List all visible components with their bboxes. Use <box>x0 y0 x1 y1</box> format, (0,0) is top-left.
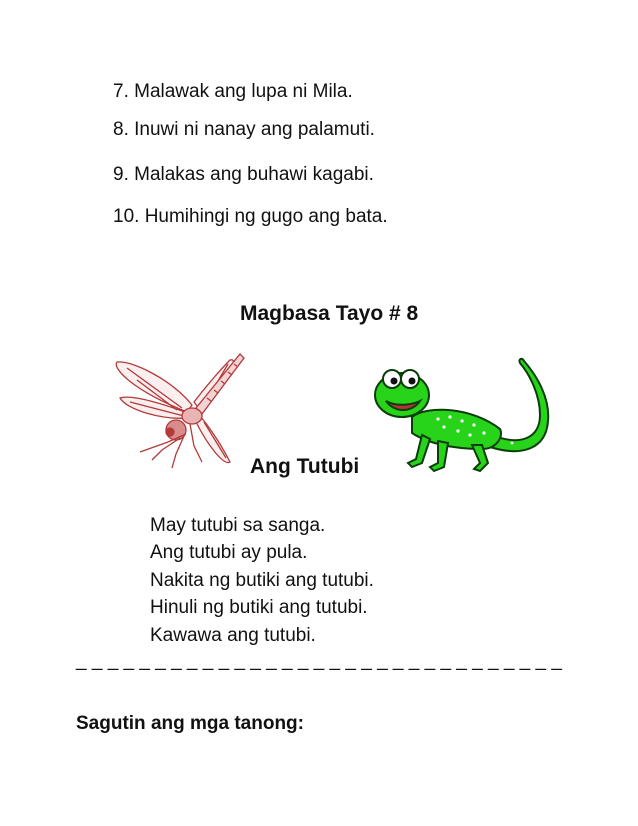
list-item-10: 10. Humihingi ng gugo ang bata. <box>113 206 388 227</box>
section-title: Magbasa Tayo # 8 <box>240 302 419 325</box>
list-item-7: 7. Malawak ang lupa ni Mila. <box>113 81 353 102</box>
list-item-8: 8. Inuwi ni nanay ang palamuti. <box>113 119 375 140</box>
story-line-2: Ang tutubi ay pula. <box>150 542 308 563</box>
story-line-5: Kawawa ang tutubi. <box>150 625 316 646</box>
questions-heading: Sagutin ang mga tanong: <box>76 713 304 734</box>
story-line-3: Nakita ng butiki ang tutubi. <box>150 570 374 591</box>
story-title: Ang Tutubi <box>250 455 360 478</box>
separator-line: _ _ _ _ _ _ _ _ _ _ _ _ _ _ _ _ _ _ _ _ _ _ _ _ _ _ _ _ _ _ _ <box>76 650 562 671</box>
list-item-9: 9. Malakas ang buhawi kagabi. <box>113 164 374 185</box>
lizard-icon <box>372 355 560 473</box>
dragonfly-icon <box>112 350 252 472</box>
story-line-4: Hinuli ng butiki ang tutubi. <box>150 597 368 618</box>
story-line-1: May tutubi sa sanga. <box>150 515 326 536</box>
